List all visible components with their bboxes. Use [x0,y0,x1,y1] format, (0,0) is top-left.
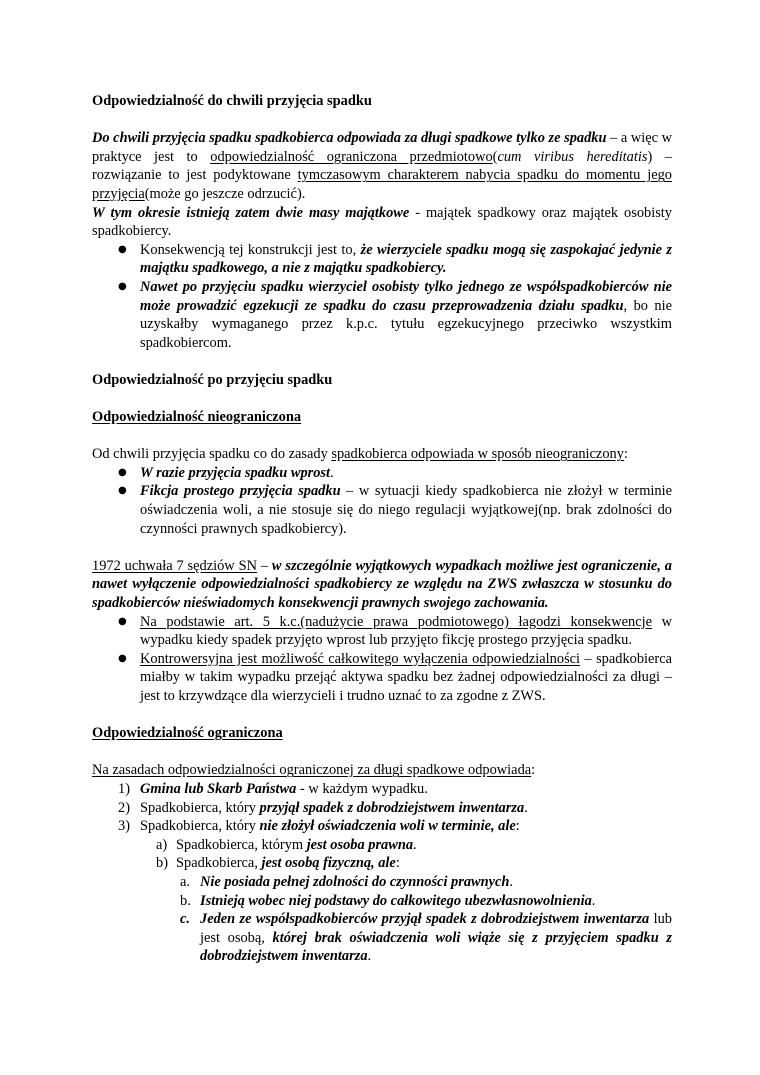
list-item: a. Nie posiada pełnej zdolności do czynności prawnych. [180,873,514,890]
list-item: 3) Spadkobierca, który nie złożył oświadczenia woli w terminie, ale: [118,818,520,835]
list-item: 2) Spadkobierca, który przyjął spadek z dobrodziejstwem inwentarza. [118,799,528,816]
heading-unlimited-liability: Odpowiedzialność nieograniczona [92,409,302,426]
list-item: ● Na podstawie art. 5 k.c.(nadużycie prawa podmiotowego) łagodzi konsekwencje w wypadku kiedy spadek przyjęto wprost lub przyjęto fikcję prostego przyjęcia spadku. [118,613,672,649]
heading-limited-liability: Odpowiedzialność ograniczona [92,725,283,742]
document-page [92,92,672,966]
list-item: c. Jeden ze współspadkobierców przyjął spadek z dobrodziejstwem inwentarza lub jest osobą, której brak oświadczenia woli wiąże się z przyjęciem spadku z dobrodziejstwem inwentarza. [180,911,672,965]
list-item: ● Konsekwencją tej konstrukcji jest to, że wierzyciele spadku mogą się zaspokajać jedynie z majątku spadkowego, a nie z majątku spadkobiercy. [118,241,672,277]
bullet-list-2 [92,464,672,538]
list-item: a) Spadkobierca, którym jest osoba prawna. [156,836,417,853]
bullet-icon: ● [118,485,127,497]
numbered-list [92,780,672,966]
list-item: b) Spadkobierca, jest osobą fizyczną, ale: [156,855,400,872]
list-item: ● Nawet po przyjęciu spadku wierzyciel osobisty tylko jednego ze współspadkobierców nie może prowadzić egzekucji ze spadku do czasu przeprowadzenia działu spadku, bo nie uzyskałby wymaganego przez k.p.c. tytułu egzekucyjnego przeciwko wszystkim spadkobiercom. [118,278,673,351]
paragraph-two-estates: W tym okresie istnieją zatem dwie masy majątkowe - majątek spadkowy oraz majątek osobisty spadkobiercy. [92,204,672,240]
paragraph-unlimited: Od chwili przyjęcia spadku co do zasady spadkobierca odpowiada w sposób nieograniczony: [92,446,628,463]
bullet-list-1 [92,241,672,353]
bullet-icon: ● [118,280,127,292]
heading-after-acceptance: Odpowiedzialność po przyjęciu spadku [92,371,333,388]
heading-before-acceptance: Odpowiedzialność do chwili przyjęcia spadku [92,93,372,109]
list-item: 1) Gmina lub Skarb Państwa - w każdym wypadku. [118,780,428,797]
paragraph-limited-liability: Do chwili przyjęcia spadku spadkobierca odpowiada za długi spadkowe tylko ze spadku – a więc w praktyce jest to odpowiedzialność ograniczona przedmiotowo(cum viribus hereditatis) – rozwiązanie to jest podyktowane tymczasowym charakterem nabycia spadku do momentu jego przyjęcia(może go jeszcze odrzucić). [92,130,673,202]
bullet-icon: ● [118,652,127,664]
bullet-icon: ● [118,615,127,627]
list-item: ● Kontrowersyjna jest możliwość całkowitego wyłączenia odpowiedzialności – spadkobierca miałby w takim wypadku przejąć aktywa spadku bez żadnej odpowiedzialności za długi – jest to krzywdzące dla wierzycieli i trudno uznać to za zgodne z ZWS. [118,650,672,704]
bullet-icon: ● [118,243,127,255]
list-item: ● Fikcja prostego przyjęcia spadku – w sytuacji kiedy spadkobierca nie złożył w terminie oświadczenia woli, a nie stosuje się do niego regulacji wyjątkowej(np. brak zdolności do czynności prawnych spadkobiercy). [118,483,672,537]
list-item: ● W razie przyjęcia spadku wprost. [118,464,334,481]
bullet-icon: ● [118,466,127,478]
bullet-list-3 [92,613,672,706]
paragraph-limited-intro: Na zasadach odpowiedzialności ograniczonej za długi spadkowe odpowiada: [92,762,536,779]
paragraph-supreme-court: 1972 uchwała 7 sędziów SN – w szczególnie wyjątkowych wypadkach możliwe jest ograniczenie, a nawet wyłączenie odpowiedzialności spadkobiercy ze względu na ZWS zwłaszcza w stosunku do spadkobierców nieświadomych konsekwencji prawnych swojego zachowania. [92,557,672,612]
list-item: b. Istnieją wobec niej podstawy do całkowitego ubezwłasnowolnienia. [180,892,596,909]
